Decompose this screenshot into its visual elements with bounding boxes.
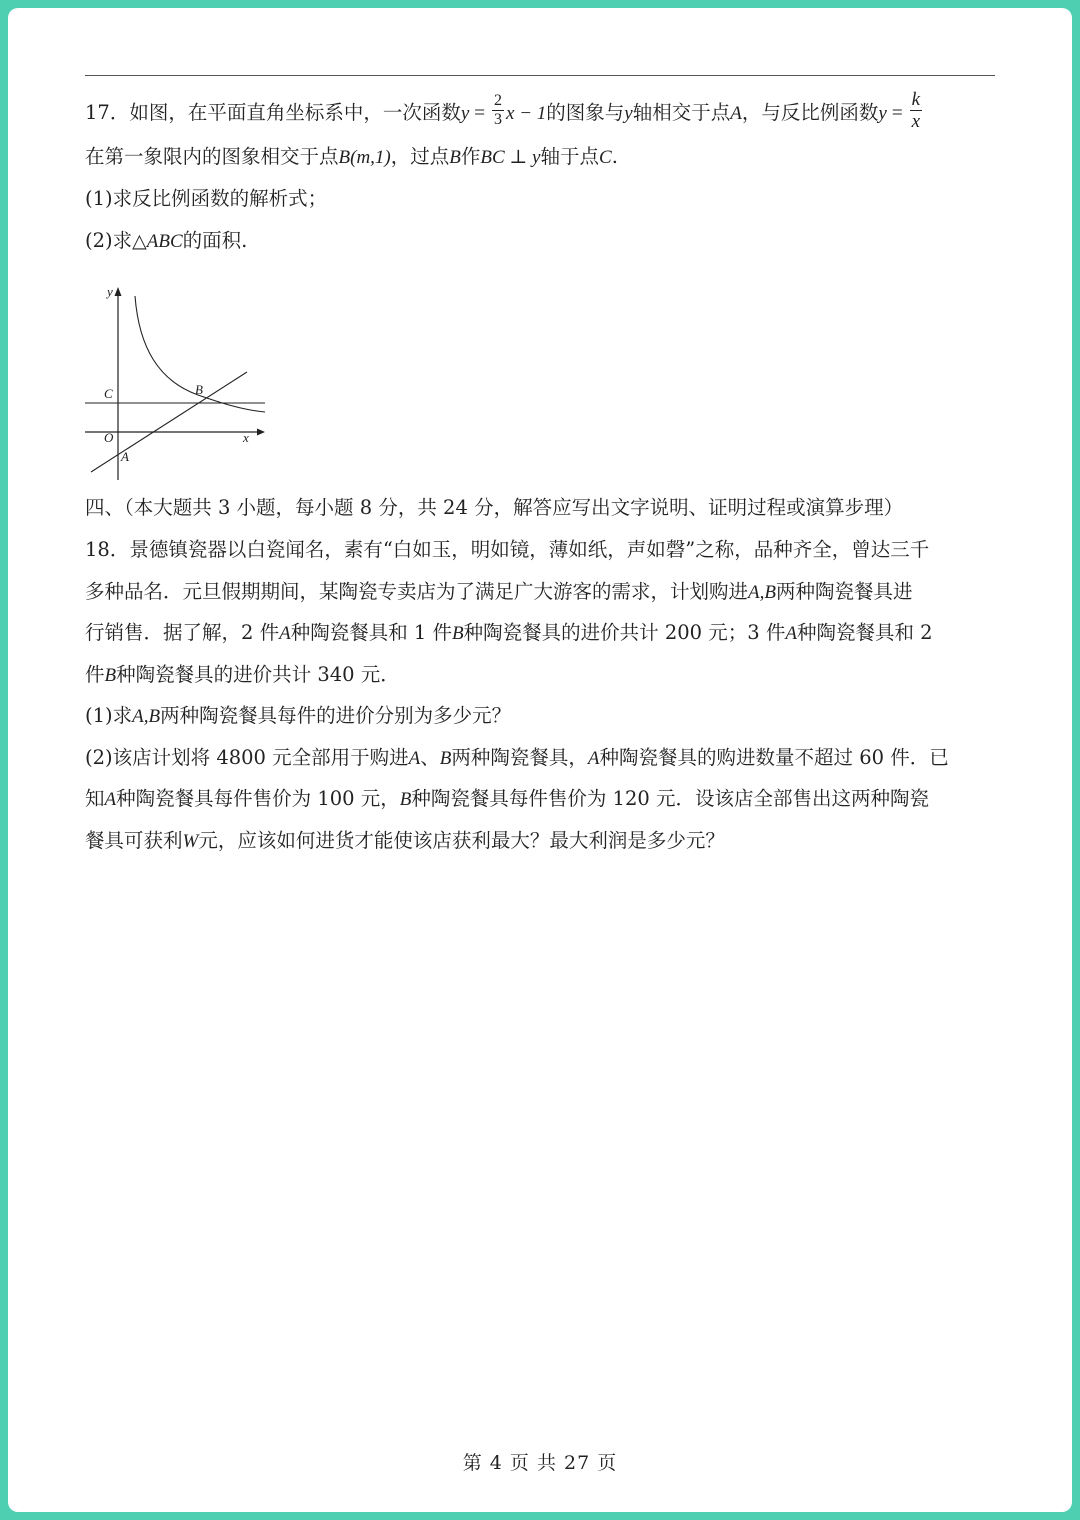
q17-line-2: 在第一象限内的图象相交于点B(m,1)，过点B作BC ⊥ y轴于点C. [85, 145, 618, 168]
document-page [8, 8, 1072, 1512]
q18-part-2-line-1: (2)该店计划将 4800 元全部用于购进A、B两种陶瓷餐具，A种陶瓷餐具的购进数量不超过 60 件．已 [85, 745, 949, 769]
q18-part-2-line-3: 餐具可获利W元，应该如何进货才能使该店获利最大？最大利润是多少元？ [85, 828, 725, 852]
q18-line-3: 行销售．据了解，2 件A种陶瓷餐具和 1 件B种陶瓷餐具的进价共计 200 元；3 件A种陶瓷餐具和 2 [85, 621, 933, 644]
document-content [85, 90, 997, 861]
x-axis-arrow-icon [257, 429, 265, 436]
section-four-heading: 四、（本大题共 3 小题，每小题 8 分，共 24 分，解答应写出文字说明、证明过程或演算步理） [85, 496, 904, 519]
label-x: x [243, 430, 249, 445]
label-y: y [107, 284, 113, 299]
fraction-k-over-x: $\frac{k}{x}$ [911, 89, 920, 132]
label-point-b: B [195, 382, 203, 397]
fraction-two-thirds: $\frac{2}{3}$ [494, 92, 503, 128]
q18-line-4: 件B种陶瓷餐具的进价共计 340 元． [85, 662, 400, 686]
q18-part-1: (1)求A,B两种陶瓷餐具每件的进价分别为多少元？ [85, 704, 512, 727]
coordinate-graph [85, 282, 275, 487]
q17-line-1: 17．如图，在平面直角坐标系中，一次函数y = $\frac{2}{3}$ x − 1的图象与y轴相交于点A，与反比例函数y = $\frac{k}{x}$ [85, 89, 920, 132]
q17-part-1: (1)求反比例函数的解析式； [85, 187, 328, 210]
page-footer: 第 4 页 共 27 页 [462, 1452, 618, 1474]
q18-line-2: 多种品名．元旦假期期间，某陶瓷专卖店为了满足广大游客的需求，计划购进A,B两种陶瓷餐具进 [85, 579, 913, 603]
y-axis-arrow-icon [115, 287, 122, 296]
q17-part-2: (2)求△ABC的面积. [85, 229, 248, 252]
q17-figure [85, 282, 275, 487]
label-point-c: C [104, 386, 113, 401]
header-rule [85, 75, 995, 76]
q18-part-2-line-2: 知A种陶瓷餐具每件售价为 100 元，B种陶瓷餐具每件售价为 120 元．设该店全部售出这两种陶瓷 [85, 787, 929, 810]
label-origin: O [104, 430, 114, 445]
label-point-a: A [121, 449, 129, 464]
linear-function-line [91, 372, 247, 472]
q18-line-1: 18．景德镇瓷器以白瓷闻名，素有“白如玉，明如镜，薄如纸，声如磬”之称，品种齐全，曾达三千 [85, 538, 930, 561]
